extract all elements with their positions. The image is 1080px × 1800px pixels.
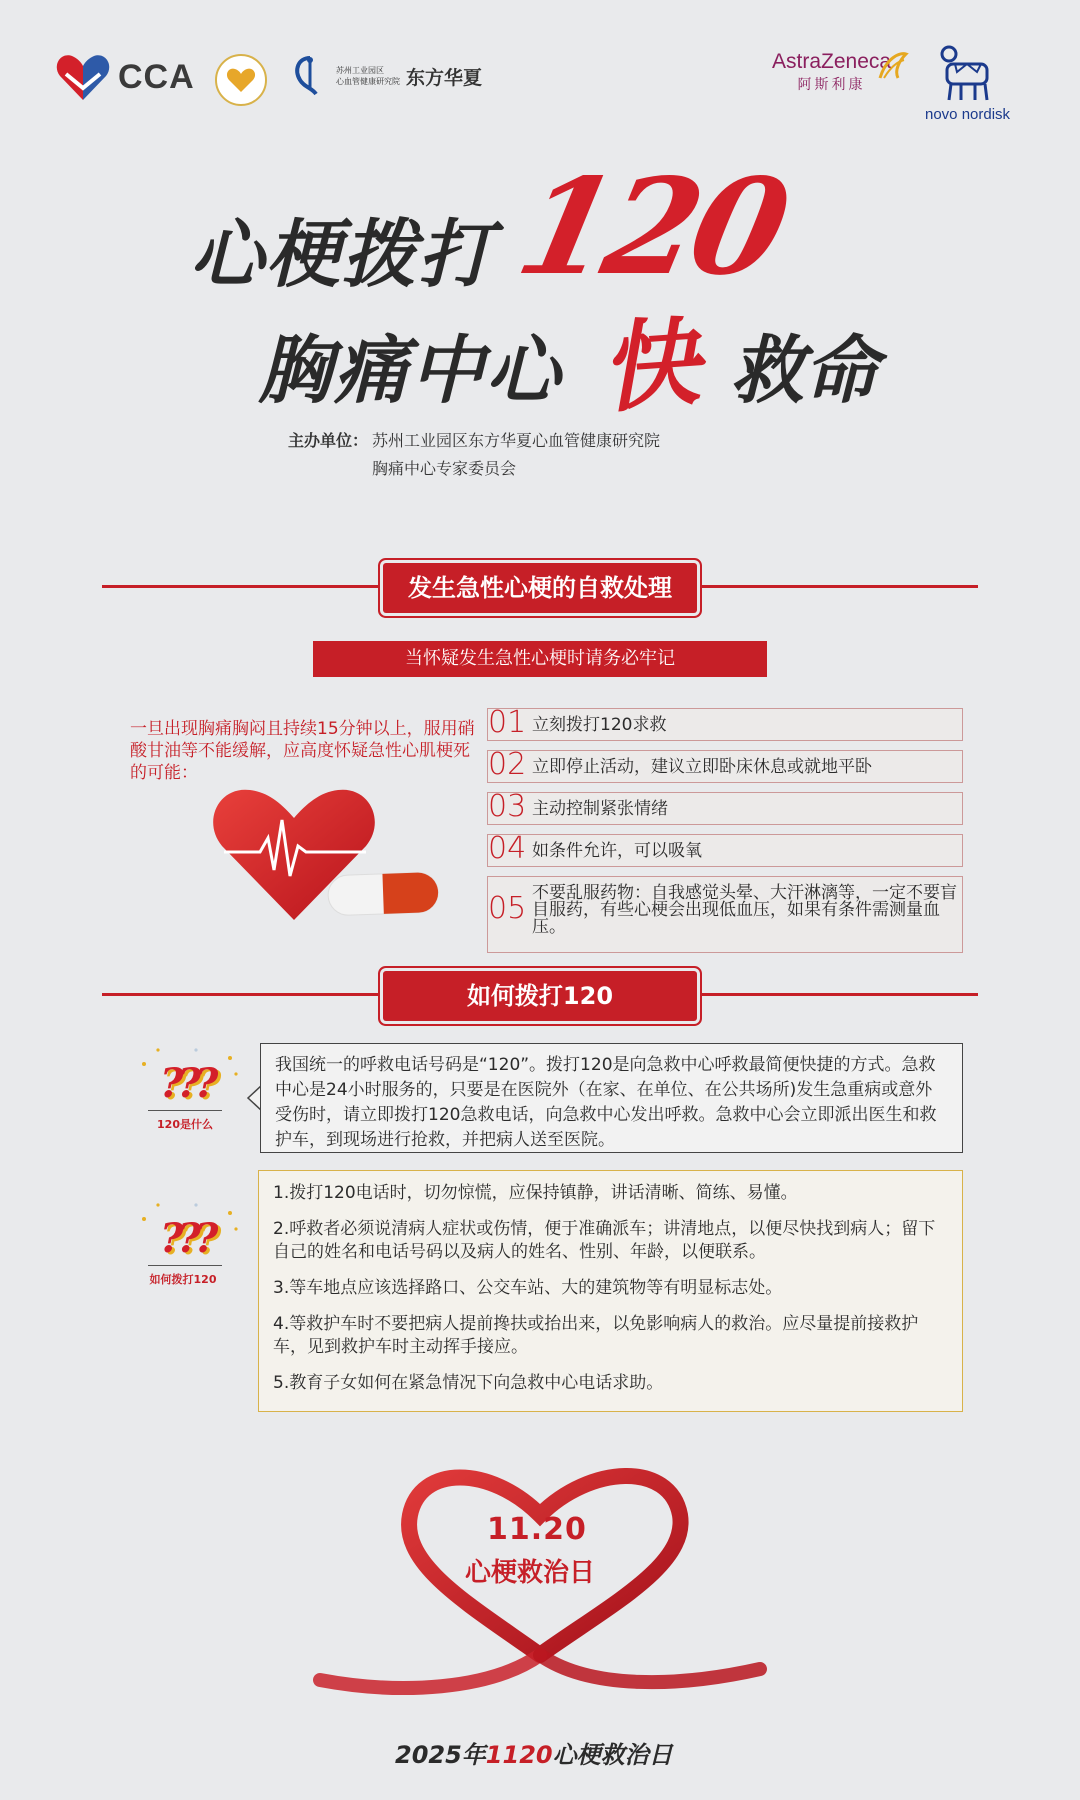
dfhx-emblem-icon xyxy=(290,54,330,98)
cca-heart-icon xyxy=(54,52,112,102)
step-number: 01 xyxy=(488,705,527,740)
what-is-120-box: 我国统一的呼救电话号码是“120”。拨打120是向急救中心呼救最简便快捷的方式。急救中心是24小时服务的，只要是在医院外（在家、在单位、在公共场所)发生急重病或意外受伤时，请立即拨打120急救电话，向急救中心发出呼救。急救中心会立即派出医生和救护车，到现场进行抢救，并把病人送至医院。 xyxy=(260,1043,963,1153)
cca-logo xyxy=(54,52,195,102)
chest-pain-center-seal xyxy=(215,54,267,106)
question-marks-icon: ??? xyxy=(160,1060,213,1107)
title-part1: 心梗拨打 xyxy=(190,212,494,298)
badge-underline xyxy=(148,1265,222,1266)
title-kuai: 快 xyxy=(596,306,703,428)
step-number: 04 xyxy=(488,831,527,866)
how-to-dial-label: 如何拨打120 xyxy=(149,1273,217,1286)
dfhx-name: 东方华夏 xyxy=(406,66,483,89)
section1-title: 发生急性心梗的自救处理 xyxy=(383,563,697,613)
novo-nordisk-text: novo nordisk xyxy=(925,106,1011,123)
astrazeneca-logo xyxy=(772,50,891,94)
step-row xyxy=(487,876,963,953)
step-row xyxy=(487,705,963,741)
novo-bull-icon xyxy=(937,42,999,102)
novo-nordisk-logo xyxy=(925,42,1010,123)
how-item: 2.呼救者必须说清病人症状或伤情，便于准确派车；讲清地点，以便尽快找到病人；留下自己的姓名和电话号码以及病人的姓名、性别、年龄，以便联系。 xyxy=(273,1219,936,1262)
day-date: 11.20 xyxy=(487,1512,587,1547)
title-part2b: 救命 xyxy=(730,328,878,414)
footer xyxy=(395,1735,673,1770)
host-line2: 胸痛中心专家委员会 xyxy=(372,459,517,478)
astrazeneca-cn: 阿斯利康 xyxy=(797,77,866,93)
host-line1: 苏州工业园区东方华夏心血管健康研究院 xyxy=(372,431,661,450)
how-item: 4.等救护车时不要把病人提前搀扶或抬出来，以免影响病人的救治。应尽量提前接救护车，见到救护车时主动挥手接应。 xyxy=(273,1314,919,1357)
day-name: 心梗救治日 xyxy=(465,1558,596,1588)
step-row xyxy=(487,789,963,825)
title-part2a: 胸痛中心 xyxy=(258,328,562,414)
dfhx-line1: 苏州工业园区 xyxy=(336,66,384,75)
host-label: 主办单位： xyxy=(288,431,369,450)
step-row xyxy=(487,831,963,867)
footer-year: 2025年 xyxy=(395,1741,486,1769)
astrazeneca-swirl-icon xyxy=(876,48,910,82)
question-marks-icon: ??? xyxy=(160,1215,213,1262)
step-text: 立即停止活动，建议立即卧床休息或就地平卧 xyxy=(532,757,872,777)
step-row xyxy=(487,747,963,783)
step-text: 立刻拨打120求救 xyxy=(532,715,667,735)
astrazeneca-en: AstraZeneca xyxy=(772,50,892,73)
step-text: 主动控制紧张情绪 xyxy=(532,799,668,819)
step-number: 03 xyxy=(488,789,527,824)
section2-title: 如何拨打120 xyxy=(383,971,697,1021)
footer-name: 心梗救治日 xyxy=(552,1741,673,1769)
dfhx-line2: 心血管健康研究院 xyxy=(336,77,400,86)
dfhx-logo xyxy=(290,54,482,98)
badge-underline xyxy=(148,1110,222,1111)
step-text: 不要乱服药物：自我感觉头晕、大汗淋漓等，一定不要盲目服药，有些心梗会出现低血压，如果有条件需测量血压。 xyxy=(532,883,957,937)
how-item: 1.拨打120电话时，切勿惊慌，应保持镇静，讲话清晰、简练、易懂。 xyxy=(273,1183,798,1203)
seal-heart-icon xyxy=(226,67,256,93)
section1-subtitle: 当怀疑发生急性心梗时请务必牢记 xyxy=(313,641,767,677)
how-item: 3.等车地点应该选择路口、公交车站、大的建筑物等有明显标志处。 xyxy=(273,1278,783,1298)
how-item: 5.教育子女如何在紧急情况下向急救中心电话求助。 xyxy=(273,1373,664,1393)
how-to-dial-box xyxy=(258,1170,963,1412)
heart-pill-illustration xyxy=(210,780,450,940)
step-number: 05 xyxy=(488,891,527,926)
title-120: 120 xyxy=(505,150,797,305)
step-number: 02 xyxy=(488,747,527,782)
footer-highlight: 1120 xyxy=(485,1741,553,1769)
cca-logo-text: CCA xyxy=(118,57,195,96)
warning-text: 一旦出现胸痛胸闷且持续15分钟以上，服用硝酸甘油等不能缓解，应高度怀疑急性心肌梗死的可能： xyxy=(130,719,475,783)
what-is-120-label: 120是什么 xyxy=(157,1118,213,1131)
step-text: 如条件允许，可以吸氧 xyxy=(532,841,702,861)
